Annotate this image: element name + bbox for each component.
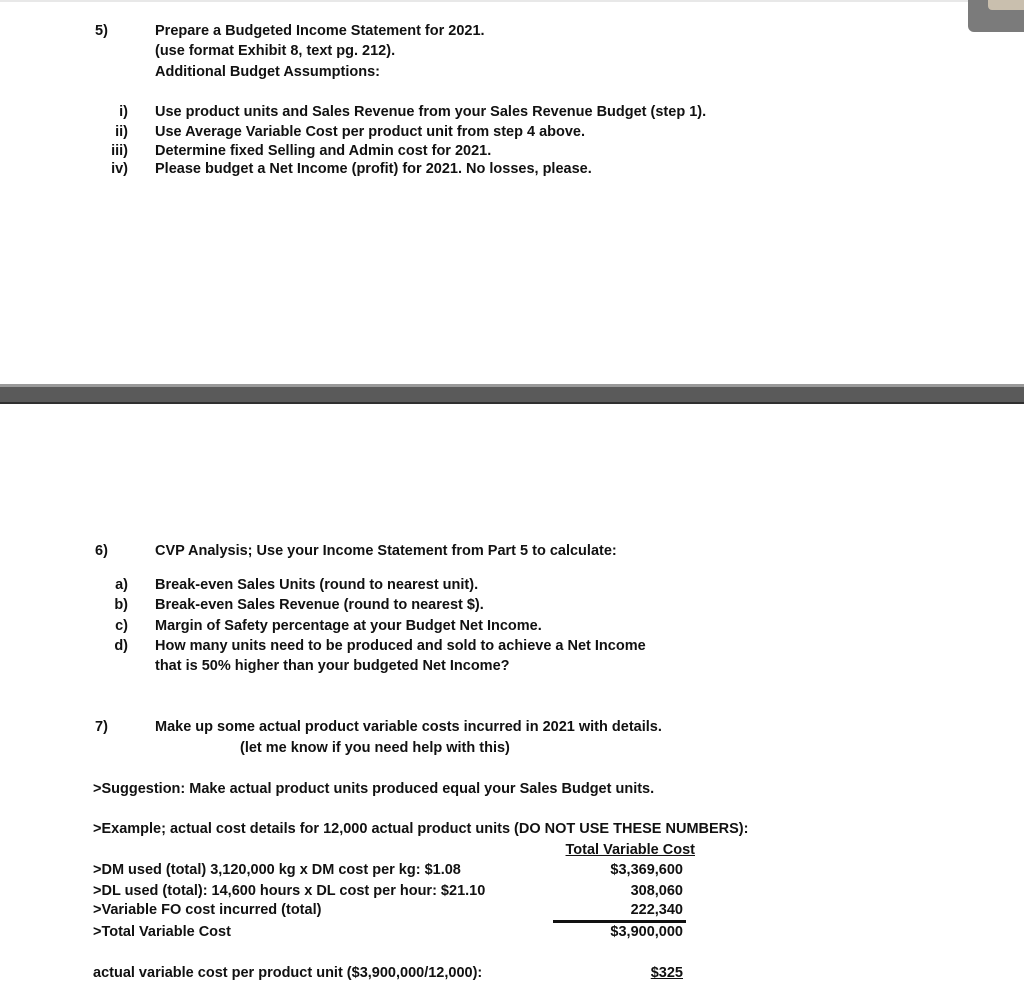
section-5-number: 5) [95, 23, 108, 39]
list-item-marker: b) [114, 597, 128, 613]
corner-thumbnail-image [988, 0, 1024, 10]
section-7-help-note: (let me know if you need help with this) [240, 740, 510, 756]
list-item-marker: i) [119, 104, 128, 120]
list-item: Break-even Sales Units (round to nearest unit). [155, 577, 479, 593]
table-row-label: >DM used (total) 3,120,000 kg x DM cost per kg: $1.08 [93, 862, 461, 878]
list-item: Please budget a Net Income (profit) for 2021. No losses, please. [155, 161, 592, 177]
section-7-number: 7) [95, 719, 108, 735]
list-item: Break-even Sales Revenue (round to nearest $). [155, 597, 484, 613]
list-item-marker: a) [115, 577, 128, 593]
table-column-header: Total Variable Cost [565, 842, 695, 858]
table-row-value: $3,900,000 [610, 924, 683, 940]
table-row-value: 308,060 [630, 883, 683, 899]
table-row-label: >DL used (total): 14,600 hours x DL cost per hour: $21.10 [93, 883, 486, 899]
per-unit-cost-value: $325 [650, 965, 683, 981]
page-top-edge [0, 0, 1024, 2]
list-item-marker: iii) [111, 143, 128, 159]
page-divider [0, 384, 1024, 404]
per-unit-cost-label: actual variable cost per product unit ($3,900,000/12,000): [93, 965, 483, 981]
list-item-marker: iv) [111, 161, 128, 177]
page-divider-shadow [0, 402, 1024, 404]
table-row-label: >Variable FO cost incurred (total) [93, 902, 322, 918]
table-row-value: $3,369,600 [610, 862, 683, 878]
list-item-marker: d) [114, 638, 128, 654]
section-6-title: CVP Analysis; Use your Income Statement from Part 5 to calculate: [155, 543, 617, 559]
section-7-title: Make up some actual product variable costs incurred in 2021 with details. [155, 719, 662, 735]
table-row-value: 222,340 [630, 902, 683, 918]
list-item-marker: c) [115, 618, 128, 634]
list-item: Use Average Variable Cost per product unit from step 4 above. [155, 124, 586, 140]
list-item: Determine fixed Selling and Admin cost for 2021. [155, 143, 492, 159]
section-5-title: Prepare a Budgeted Income Statement for 2021. [155, 23, 485, 39]
list-item: Use product units and Sales Revenue from your Sales Revenue Budget (step 1). [155, 104, 707, 120]
list-item-continuation: that is 50% higher than your budgeted Net Income? [155, 658, 510, 674]
section-5-assumptions-heading: Additional Budget Assumptions: [155, 64, 381, 80]
suggestion-text: >Suggestion: Make actual product units produced equal your Sales Budget units. [93, 781, 655, 797]
list-item: How many units need to be produced and sold to achieve a Net Income [155, 638, 646, 654]
example-text: >Example; actual cost details for 12,000 actual product units (DO NOT USE THESE NUMBERS): [93, 821, 749, 837]
list-item-marker: ii) [115, 124, 128, 140]
table-row-label: >Total Variable Cost [93, 924, 231, 940]
section-5-format-note: (use format Exhibit 8, text pg. 212). [155, 43, 396, 59]
list-item: Margin of Safety percentage at your Budget Net Income. [155, 618, 542, 634]
section-6-number: 6) [95, 543, 108, 559]
page-divider-highlight [0, 384, 1024, 387]
